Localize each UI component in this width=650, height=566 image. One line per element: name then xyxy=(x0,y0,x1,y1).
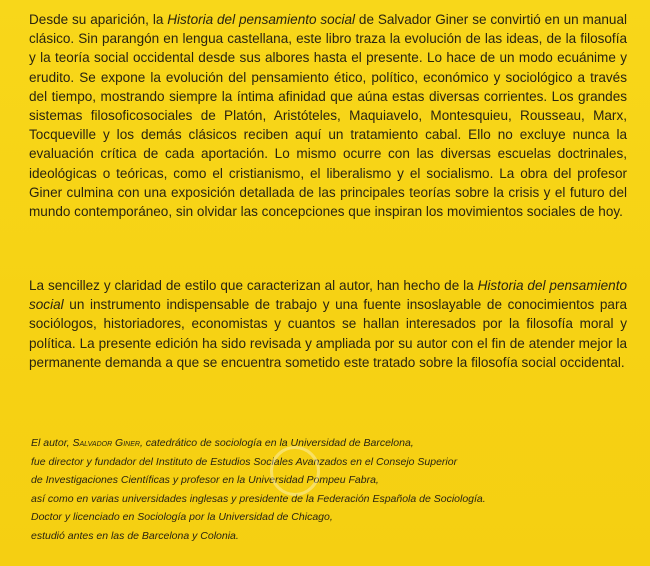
author-bio xyxy=(31,434,631,546)
author-name: Salvador Giner xyxy=(72,437,140,449)
author-bio-line: estudió antes en las de Barcelona y Colonia. xyxy=(31,529,239,542)
author-bio-line: Doctor y licenciado en Sociología por la Universidad de Chicago, xyxy=(31,511,333,524)
author-bio-intro-rest: , catedrático de sociología en la Universidad de Barcelona, xyxy=(139,437,414,449)
blurb-paragraph-1 xyxy=(29,10,627,221)
author-bio-line xyxy=(31,434,631,453)
book-title-italic: Historia del pensamiento social xyxy=(29,278,627,313)
author-bio-line: de Investigaciones Científicas y profesor en la Universidad Pompeu Fabra, xyxy=(31,474,379,487)
blurb-p1-text-rest: de Salvador Giner se convirtió en un manual clásico. Sin parangón en lengua castellana, este libro traza la evolución de las ideas, de la filosofía y la teoría social occidental desde sus albores hasta el presente. Lo hace de un modo ecuánime y erudito. Se expone la evolución del pensamiento ético, político, económico y sociológico a través del tiempo, mostrando siempre la íntima afinidad que aúna estas diversas corrientes. Los grandes sistemas filosoficosociales de Platón, Aristóteles, Maquiavelo, Montesquieu, Rousseau, Marx, Tocqueville y los demás clásicos reciben aquí un tratamiento cabal. Ello no excluye nunca la evaluación crítica de cada aportación. Lo mismo ocurre con las diversas escuelas doctrinales, ideológicas o teóricas, como el cristianismo, el liberalismo y el socialismo. La obra del profesor Giner culmina con una exposición detallada de las principales teorías sobre la crisis y el futuro del mundo contemporáneo, sin olvidar las concepciones que inspiran los movimientos sociales de hoy. xyxy=(29,12,627,220)
author-bio-line: fue director y fundador del Instituto de Estudios Sociales Avanzados en el Consejo Superior xyxy=(31,455,458,468)
blurb-p1-text-start: Desde su aparición, la xyxy=(29,12,168,27)
author-bio-intro: El autor, xyxy=(31,437,73,449)
author-bio-line: así como en varias universidades inglesas y presidente de la Federación Española de Sociología. xyxy=(31,492,486,505)
blurb-p2-text-rest: un instrumento indispensable de trabajo y una fuente insoslayable de conocimientos para sociólogos, historiadores, economistas y cuantos se hallan interesados por la filosofía moral y política. La presente edición ha sido revisada y ampliada por su autor con el fin de atender mejor la permanente demanda a que se encuentra sometido este tratado sobre la filosofía social occidental. xyxy=(29,297,627,370)
book-title-italic: Historia del pensamiento social xyxy=(167,12,356,27)
watermark-logo xyxy=(270,446,320,496)
blurb-p2-text-start: La sencillez y claridad de estilo que caracterizan al autor, han hecho de la xyxy=(29,278,478,293)
blurb-paragraph-2 xyxy=(29,276,627,372)
